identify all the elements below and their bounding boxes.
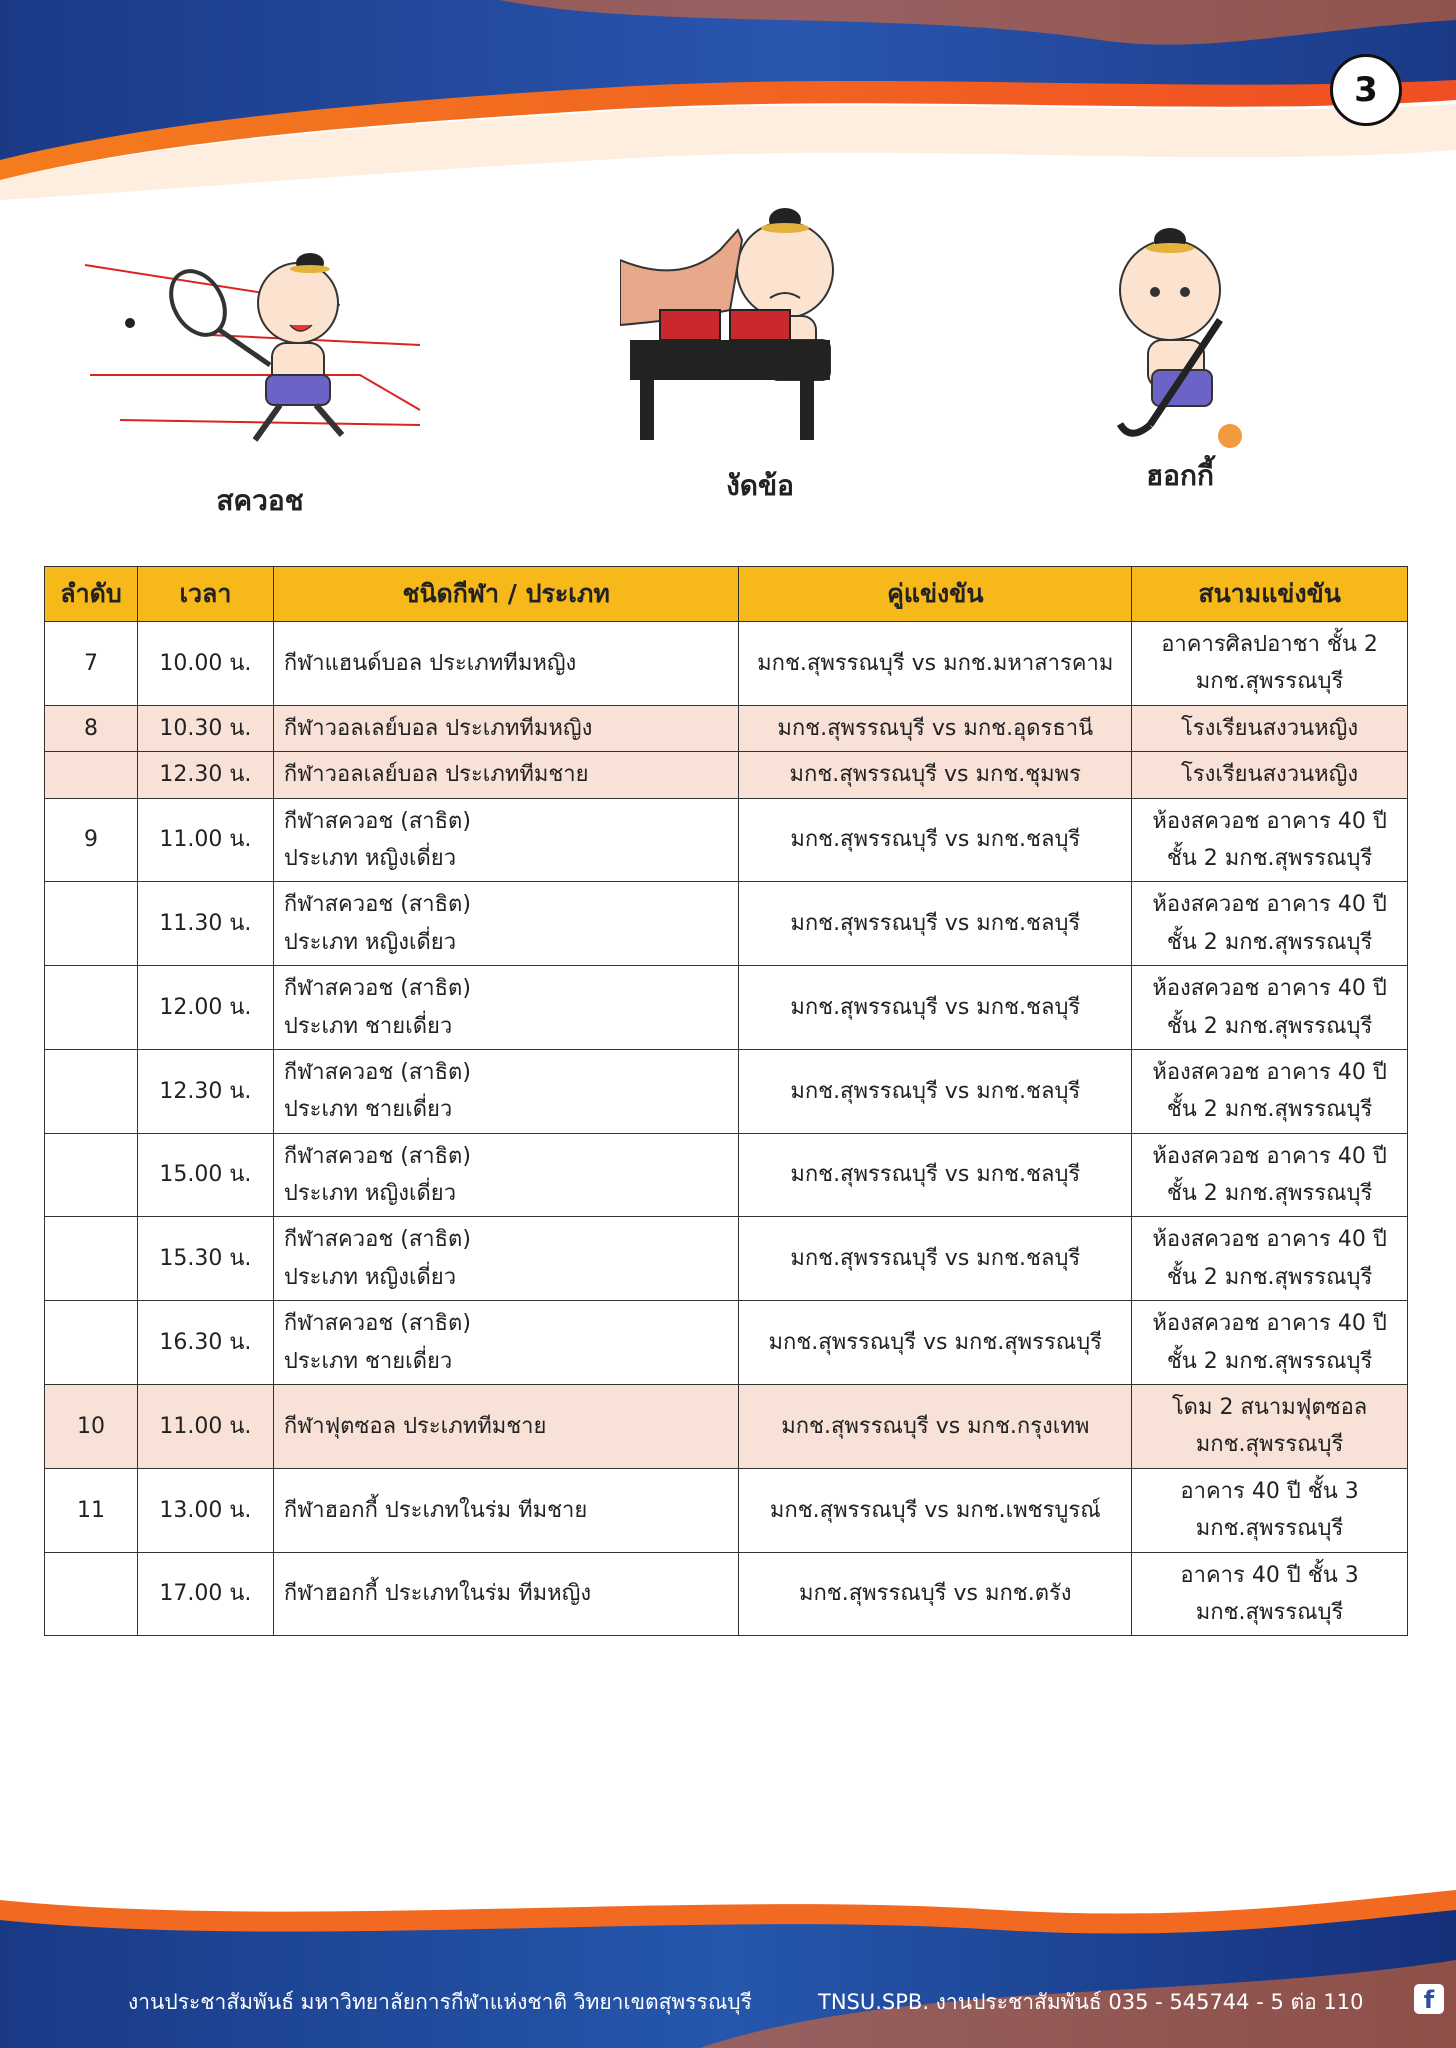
cell-sport-type: [273, 1468, 739, 1552]
sport-line: ประเภท ชายเดี่ยว: [283, 1348, 453, 1374]
cell-venue: [1132, 882, 1408, 966]
cell-order: [45, 752, 138, 798]
venue-line: ชั้น 2 มกช.สุพรรณบุรี: [1166, 929, 1373, 955]
cell-venue: [1132, 1049, 1408, 1133]
sport-line: กีฬาสควอช (สาธิต): [283, 1059, 471, 1085]
cell-time: 15.30 น.: [137, 1217, 273, 1301]
cell-opponents: มกช.สุพรรณบุรี vs มกช.อุดรธานี: [739, 705, 1132, 751]
venue-line: ห้องสควอช อาคาร 40 ปี: [1152, 1059, 1387, 1085]
table-row: [45, 752, 1408, 798]
cell-sport-type: [273, 1049, 739, 1133]
cell-time: 12.30 น.: [137, 1049, 273, 1133]
squash-player-icon: [80, 225, 440, 475]
cell-sport-type: [273, 1552, 739, 1636]
cell-order: 11: [45, 1468, 138, 1552]
cell-opponents: มกช.สุพรรณบุรี vs มกช.ชลบุรี: [739, 882, 1132, 966]
cell-time: 12.00 น.: [137, 966, 273, 1050]
header-time: เวลา: [137, 567, 273, 622]
cell-order: 9: [45, 798, 138, 882]
table-row: [45, 1552, 1408, 1636]
cell-venue: [1132, 1133, 1408, 1217]
cell-sport-type: [273, 622, 739, 706]
page-number-badge: 3: [1330, 54, 1402, 126]
cell-time: 11.00 น.: [137, 1385, 273, 1469]
cell-order: [45, 1552, 138, 1636]
venue-line: มกช.สุพรรณบุรี: [1195, 1432, 1344, 1458]
venue-line: ชั้น 2 มกช.สุพรรณบุรี: [1166, 1348, 1373, 1374]
header-opponents: คู่แข่งขัน: [739, 567, 1132, 622]
venue-line: ห้องสควอช อาคาร 40 ปี: [1152, 1311, 1387, 1337]
header-sport-type: ชนิดกีฬา / ประเภท: [273, 567, 739, 622]
venue-line: โดม 2 สนามฟุตซอล: [1171, 1395, 1368, 1421]
cell-opponents: มกช.สุพรรณบุรี vs มกช.ชลบุรี: [739, 1049, 1132, 1133]
table-row: [45, 1133, 1408, 1217]
sport-line: กีฬาสควอช (สาธิต): [283, 808, 471, 834]
venue-line: มกช.สุพรรณบุรี: [1195, 1599, 1344, 1625]
cell-order: [45, 882, 138, 966]
squash-illustration: [80, 225, 440, 523]
sport-line: กีฬาฮอกกี้ ประเภทในร่ม ทีมชาย: [283, 1497, 588, 1523]
bottom-banner: [0, 1860, 1456, 2048]
footer-organization: งานประชาสัมพันธ์ มหาวิทยาลัยการกีฬาแห่งชาติ วิทยาเขตสุพรรณบุรี: [128, 1990, 752, 2014]
cell-time: 16.30 น.: [137, 1301, 273, 1385]
cell-venue: [1132, 1217, 1408, 1301]
cell-sport-type: [273, 752, 739, 798]
sport-line: กีฬาแฮนด์บอล ประเภททีมหญิง: [283, 650, 577, 676]
top-banner: [0, 0, 1456, 200]
cell-sport-type: [273, 1133, 739, 1217]
cell-time: 11.00 น.: [137, 798, 273, 882]
venue-line: อาคาร 40 ปี ชั้น 3: [1180, 1562, 1359, 1588]
cell-order: 10: [45, 1385, 138, 1469]
venue-line: ห้องสควอช อาคาร 40 ปี: [1152, 808, 1387, 834]
cell-opponents: มกช.สุพรรณบุรี vs มกช.ชลบุรี: [739, 1217, 1132, 1301]
sport-line: ประเภท หญิงเดี่ยว: [283, 1264, 457, 1290]
sport-line: กีฬาวอลเลย์บอล ประเภททีมชาย: [283, 762, 589, 788]
sport-label-hockey: ฮอกกี้: [1146, 459, 1214, 492]
cell-opponents: มกช.สุพรรณบุรี vs มกช.ชลบุรี: [739, 966, 1132, 1050]
sport-line: ประเภท หญิงเดี่ยว: [283, 1181, 457, 1207]
cell-time: 17.00 น.: [137, 1552, 273, 1636]
cell-sport-type: [273, 1217, 739, 1301]
hockey-illustration: [1060, 210, 1300, 498]
arm-wrestling-icon: [620, 190, 900, 460]
cell-order: [45, 1133, 138, 1217]
schedule-body: [45, 622, 1408, 1636]
sport-line: กีฬาสควอช (สาธิต): [283, 1143, 471, 1169]
cell-venue: [1132, 1552, 1408, 1636]
sport-line: ประเภท ชายเดี่ยว: [283, 1013, 453, 1039]
venue-line: โรงเรียนสงวนหญิง: [1180, 715, 1359, 741]
sport-line: ประเภท หญิงเดี่ยว: [283, 845, 457, 871]
venue-line: ห้องสควอช อาคาร 40 ปี: [1152, 1143, 1387, 1169]
table-row: [45, 705, 1408, 751]
cell-order: [45, 1217, 138, 1301]
cell-opponents: มกช.สุพรรณบุรี vs มกช.ชลบุรี: [739, 798, 1132, 882]
cell-order: [45, 966, 138, 1050]
table-row: [45, 1468, 1408, 1552]
cell-venue: [1132, 622, 1408, 706]
cell-time: 15.00 น.: [137, 1133, 273, 1217]
sport-line: กีฬาสควอช (สาธิต): [283, 1311, 471, 1337]
cell-opponents: มกช.สุพรรณบุรี vs มกช.ชุมพร: [739, 752, 1132, 798]
cell-venue: [1132, 1385, 1408, 1469]
cell-opponents: มกช.สุพรรณบุรี vs มกช.กรุงเทพ: [739, 1385, 1132, 1469]
cell-order: [45, 1301, 138, 1385]
venue-line: ชั้น 2 มกช.สุพรรณบุรี: [1166, 1264, 1373, 1290]
facebook-icon[interactable]: f: [1414, 1984, 1444, 2014]
sport-line: กีฬาวอลเลย์บอล ประเภททีมหญิง: [283, 715, 593, 741]
sport-line: ประเภท ชายเดี่ยว: [283, 1097, 453, 1123]
table-row: [45, 1217, 1408, 1301]
cell-sport-type: [273, 882, 739, 966]
schedule-table: [44, 566, 1408, 1636]
cell-opponents: มกช.สุพรรณบุรี vs มกช.เพชรบูรณ์: [739, 1468, 1132, 1552]
sport-line: กีฬาสควอช (สาธิต): [283, 976, 471, 1002]
sport-label-arm-wrestling: งัดข้อ: [726, 469, 794, 502]
cell-order: 8: [45, 705, 138, 751]
cell-sport-type: [273, 966, 739, 1050]
venue-line: ชั้น 2 มกช.สุพรรณบุรี: [1166, 1097, 1373, 1123]
table-row: [45, 622, 1408, 706]
header-venue: สนามแข่งขัน: [1132, 567, 1408, 622]
cell-venue: [1132, 1301, 1408, 1385]
cell-sport-type: [273, 798, 739, 882]
table-row: [45, 1385, 1408, 1469]
table-header-row: [45, 567, 1408, 622]
cell-opponents: มกช.สุพรรณบุรี vs มกช.มหาสารคาม: [739, 622, 1132, 706]
sport-line: ประเภท หญิงเดี่ยว: [283, 929, 457, 955]
footer-contact: TNSU.SPB. งานประชาสัมพันธ์ 035 - 545744 - 5 ต่อ 110: [818, 1990, 1364, 2014]
table-row: [45, 1049, 1408, 1133]
sport-line: กีฬาฮอกกี้ ประเภทในร่ม ทีมหญิง: [283, 1581, 592, 1607]
header-order: ลำดับ: [45, 567, 138, 622]
venue-line: โรงเรียนสงวนหญิง: [1180, 762, 1359, 788]
table-row: [45, 882, 1408, 966]
cell-opponents: มกช.สุพรรณบุรี vs มกช.ตรัง: [739, 1552, 1132, 1636]
venue-line: ชั้น 2 มกช.สุพรรณบุรี: [1166, 1181, 1373, 1207]
table-row: [45, 966, 1408, 1050]
cell-opponents: มกช.สุพรรณบุรี vs มกช.สุพรรณบุรี: [739, 1301, 1132, 1385]
sport-line: กีฬาสควอช (สาธิต): [283, 1227, 471, 1253]
table-row: [45, 798, 1408, 882]
cell-order: 7: [45, 622, 138, 706]
arm-wrestling-illustration: [620, 190, 900, 508]
hockey-player-icon: [1060, 210, 1300, 450]
table-row: [45, 1301, 1408, 1385]
cell-sport-type: [273, 705, 739, 751]
venue-line: ห้องสควอช อาคาร 40 ปี: [1152, 892, 1387, 918]
cell-time: 10.30 น.: [137, 705, 273, 751]
cell-venue: [1132, 798, 1408, 882]
cell-venue: [1132, 1468, 1408, 1552]
cell-sport-type: [273, 1385, 739, 1469]
sport-line: กีฬาสควอช (สาธิต): [283, 892, 471, 918]
cell-time: 10.00 น.: [137, 622, 273, 706]
cell-time: 11.30 น.: [137, 882, 273, 966]
venue-line: ห้องสควอช อาคาร 40 ปี: [1152, 976, 1387, 1002]
venue-line: มกช.สุพรรณบุรี: [1195, 669, 1344, 695]
venue-line: ชั้น 2 มกช.สุพรรณบุรี: [1166, 1013, 1373, 1039]
venue-line: ชั้น 2 มกช.สุพรรณบุรี: [1166, 845, 1373, 871]
cell-opponents: มกช.สุพรรณบุรี vs มกช.ชลบุรี: [739, 1133, 1132, 1217]
cell-time: 13.00 น.: [137, 1468, 273, 1552]
venue-line: มกช.สุพรรณบุรี: [1195, 1516, 1344, 1542]
venue-line: อาคาร 40 ปี ชั้น 3: [1180, 1478, 1359, 1504]
cell-sport-type: [273, 1301, 739, 1385]
cell-venue: [1132, 966, 1408, 1050]
cell-venue: [1132, 705, 1408, 751]
cell-time: 12.30 น.: [137, 752, 273, 798]
sport-line: กีฬาฟุตซอล ประเภททีมชาย: [283, 1413, 547, 1439]
venue-line: ห้องสควอช อาคาร 40 ปี: [1152, 1227, 1387, 1253]
cell-order: [45, 1049, 138, 1133]
venue-line: อาคารศิลปอาชา ชั้น 2: [1161, 632, 1378, 657]
sport-label-squash: สควอช: [216, 484, 304, 517]
cell-venue: [1132, 752, 1408, 798]
